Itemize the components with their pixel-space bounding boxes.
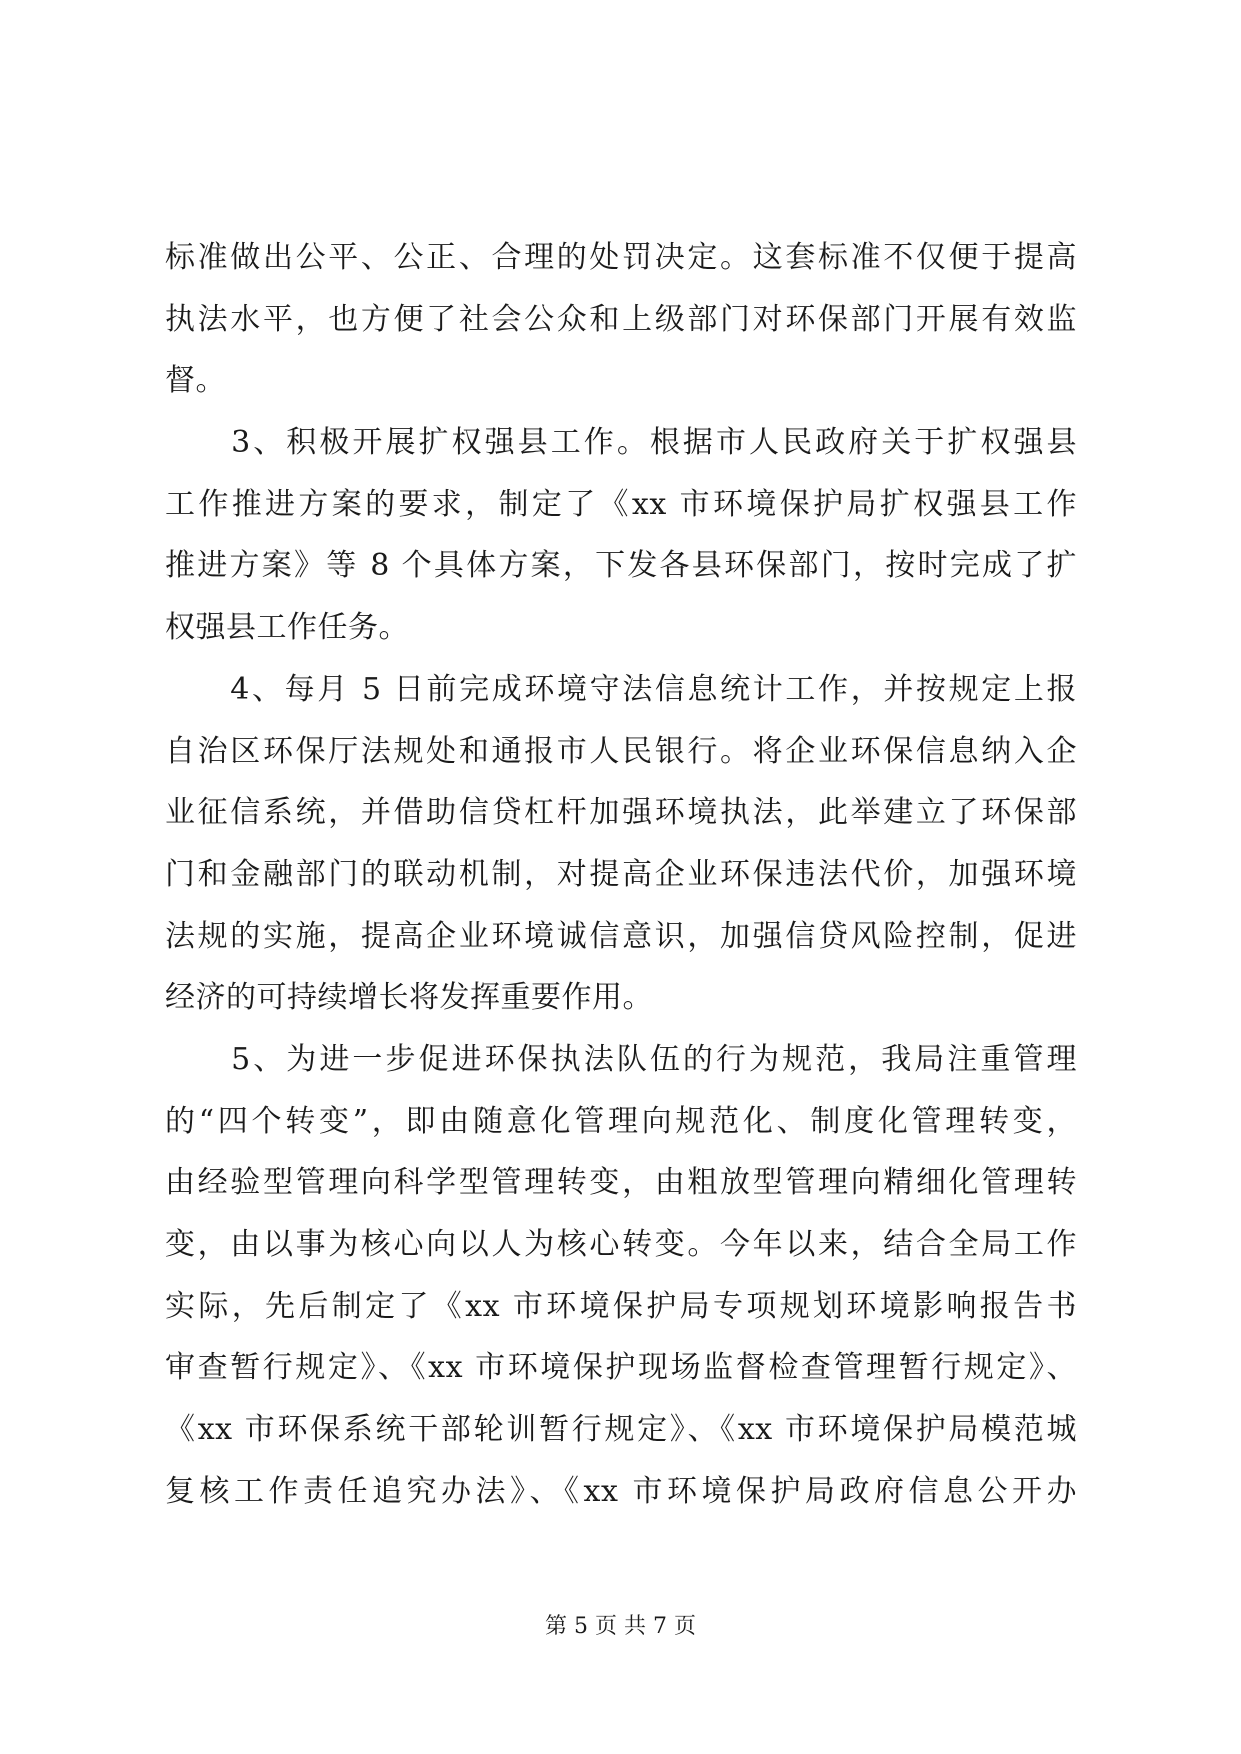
text-line: 业征信系统，并借助信贷杠杆加强环境执法，此举建立了环保部 xyxy=(165,795,1077,831)
text-line: 执法水平，也方便了社会公众和上级部门对环保部门开展有效监 xyxy=(165,301,1077,337)
text-line: 5、为进一步促进环保执法队伍的行为规范，我局注重管理 xyxy=(165,1041,1077,1077)
text-line: 4、每月 5 日前完成环境守法信息统计工作，并按规定上报 xyxy=(165,671,1077,707)
text-line: 3、积极开展扩权强县工作。根据市人民政府关于扩权强县 xyxy=(165,425,1077,461)
body-text xyxy=(165,227,1077,1522)
text-line: 法规的实施，提高企业环境诚信意识，加强信贷风险控制，促进 xyxy=(165,918,1077,954)
text-line: 工作推进方案的要求，制定了《xx 市环境保护局扩权强县工作 xyxy=(165,486,1077,522)
text-line: 经济的可持续增长将发挥重要作用。 xyxy=(165,980,653,1016)
text-line: 标准做出公平、公正、合理的处罚决定。这套标准不仅便于提高 xyxy=(165,240,1077,275)
text-line: 自治区环保厅法规处和通报市人民银行。将企业环保信息纳入企 xyxy=(165,733,1077,769)
text-line: 督。 xyxy=(165,363,226,399)
text-line: 复核工作责任追究办法》、《xx 市环境保护局政府信息公开办 xyxy=(165,1473,1077,1509)
text-line: 由经验型管理向科学型管理转变，由粗放型管理向精细化管理转 xyxy=(165,1165,1077,1201)
text-line: 推进方案》等 8 个具体方案，下发各县环保部门，按时完成了扩 xyxy=(165,548,1077,584)
text-line: 权强县工作任务。 xyxy=(165,610,409,646)
page-footer xyxy=(0,1612,1241,1642)
text-line: 变，由以事为核心向以人为核心转变。今年以来，结合全局工作 xyxy=(165,1227,1077,1262)
text-line: 《xx 市环保系统干部轮训暂行规定》、《xx 市环境保护局模范城 xyxy=(165,1412,1077,1448)
text-line: 审查暂行规定》、《xx 市环境保护现场监督检查管理暂行规定》、 xyxy=(165,1350,1077,1386)
page-number-label: 第 5 页 共 7 页 xyxy=(545,1614,696,1639)
text-line: 门和金融部门的联动机制，对提高企业环保违法代价，加强环境 xyxy=(165,856,1077,892)
text-line: 实际，先后制定了《xx 市环境保护局专项规划环境影响报告书 xyxy=(165,1288,1077,1324)
text-line: 的“四个转变”，即由随意化管理向规范化、制度化管理转变， xyxy=(165,1103,1077,1139)
